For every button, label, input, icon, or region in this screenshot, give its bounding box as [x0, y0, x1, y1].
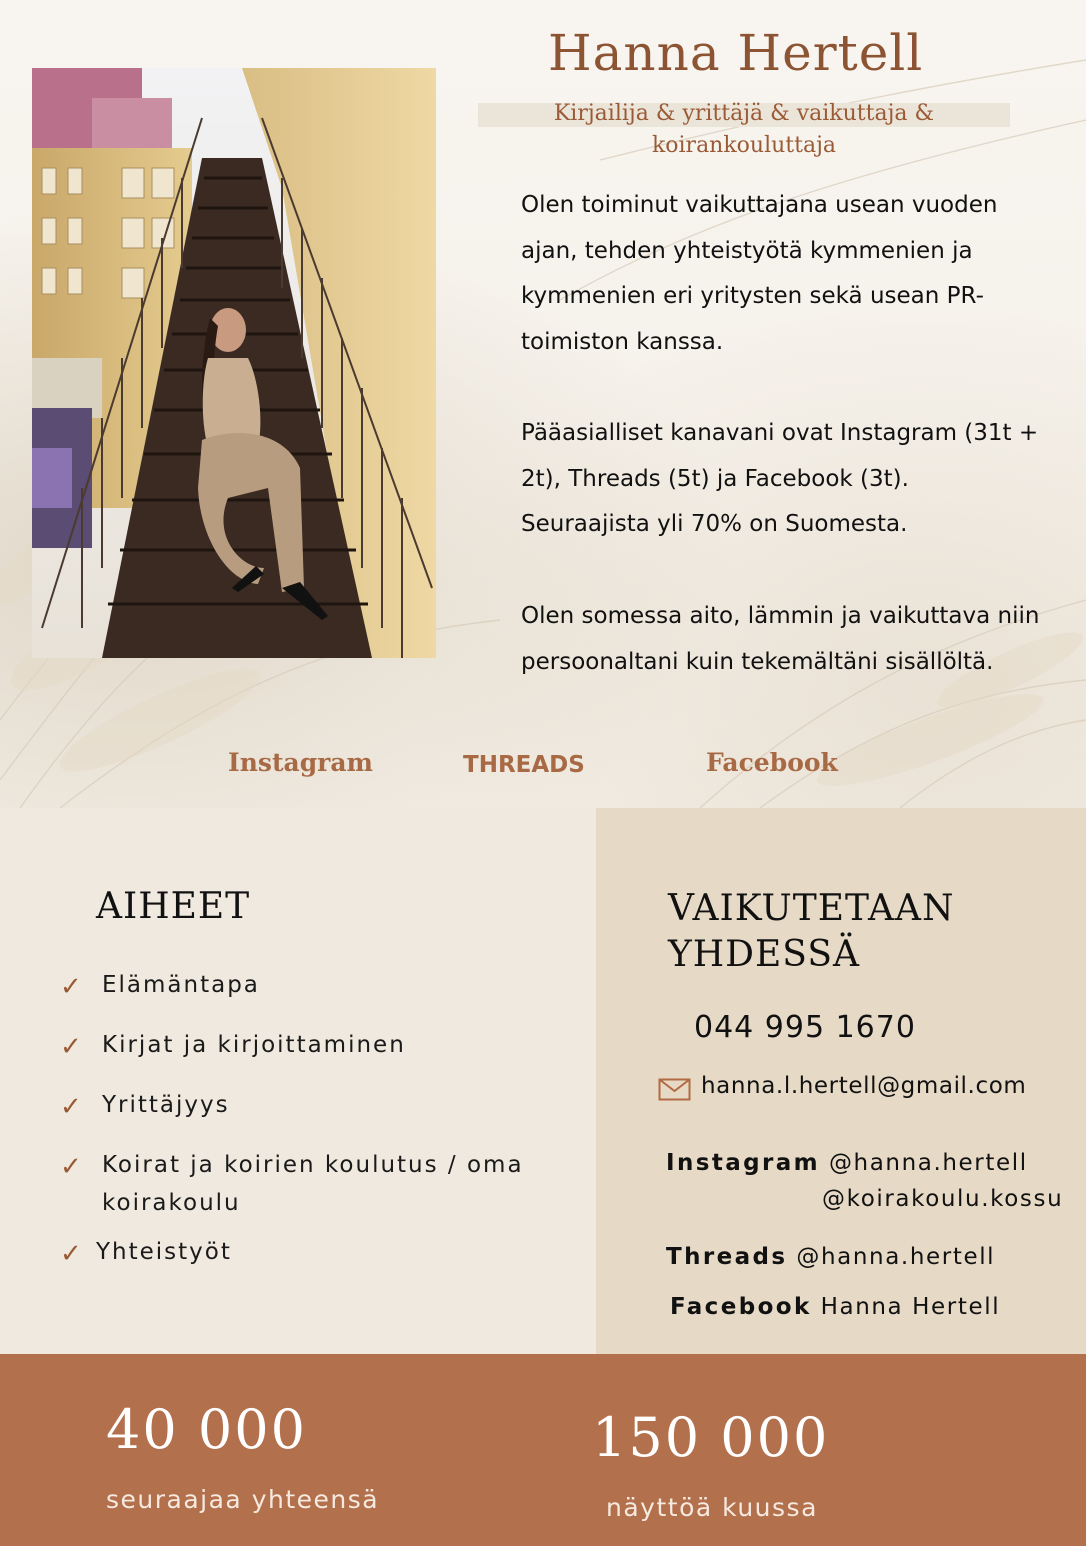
mail-icon: [658, 1078, 691, 1101]
contact-facebook: [670, 1294, 1000, 1320]
facebook-name[interactable]: Hanna Hertell: [820, 1294, 1001, 1320]
contact-heading: VAIKUTETAAN YHDESSÄ: [668, 888, 955, 975]
profile-photo: [32, 68, 436, 658]
phone-number[interactable]: 044 995 1670: [694, 1010, 916, 1045]
topic-item: [60, 1026, 560, 1064]
views-label: näyttöä kuussa: [606, 1493, 818, 1522]
topic-label: Koirat ja koirien koulutus / oma koirakoulu: [102, 1152, 524, 1216]
facebook-link[interactable]: Facebook: [706, 748, 838, 777]
threads-handle[interactable]: @hanna.hertell: [796, 1244, 996, 1270]
checkmark-icon: ✓: [60, 1239, 82, 1269]
topic-item: [60, 1146, 560, 1222]
topic-item: [60, 1233, 560, 1271]
instagram-handle[interactable]: @hanna.hertell: [828, 1150, 1028, 1176]
facebook-label: Facebook: [670, 1294, 812, 1320]
intro-paragraph-2: Pääasialliset kanavani ovat Instagram (31t + 2t), Threads (5t) ja Facebook (3t). Seuraajista yli 70% on Suomesta.: [521, 420, 1039, 538]
checkmark-icon: ✓: [60, 1092, 82, 1122]
threads-link[interactable]: THREADS: [463, 752, 585, 778]
contact-threads: [666, 1244, 995, 1270]
intro-paragraph-1: Olen toiminut vaikuttajana usean vuoden ajan, tehden yhteistyötä kymmenien ja kymmenien eri yritysten sekä usean PR-toimiston kanssa.: [521, 192, 998, 355]
topics-heading: AIHEET: [96, 886, 251, 927]
instagram-link[interactable]: Instagram: [228, 748, 373, 777]
email-address[interactable]: hanna.l.hertell@gmail.com: [701, 1073, 1027, 1099]
page-title: Hanna Hertell: [548, 24, 924, 82]
followers-label: seuraajaa yhteensä: [106, 1485, 380, 1514]
topics-panel: [0, 808, 596, 1354]
contact-instagram: [666, 1150, 1028, 1176]
contact-instagram-secondary[interactable]: @koirakoulu.kossu: [822, 1186, 1064, 1212]
instagram-label: Instagram: [666, 1150, 821, 1176]
page-subtitle: Kirjailija & yrittäjä & vaikuttaja & koirankouluttaja: [553, 101, 935, 158]
checkmark-icon: ✓: [60, 972, 82, 1002]
topic-label: Yhteistyöt: [96, 1239, 232, 1265]
checkmark-icon: ✓: [60, 1032, 82, 1062]
topic-label: Elämäntapa: [102, 972, 260, 998]
checkmark-icon: ✓: [60, 1152, 82, 1182]
intro-paragraph-3: Olen somessa aito, lämmin ja vaikuttava niin persoonaltani kuin tekemältäni sisällöltä.: [521, 603, 1040, 675]
topic-item: [60, 1086, 560, 1124]
topic-item: [60, 966, 560, 1004]
threads-label: Threads: [666, 1244, 788, 1270]
followers-count: 40 000: [106, 1398, 307, 1461]
topic-label: Yrittäjyys: [102, 1092, 230, 1118]
views-count: 150 000: [592, 1406, 830, 1469]
topic-label: Kirjat ja kirjoittaminen: [102, 1032, 406, 1058]
staircase-photo-illustration: [32, 68, 436, 658]
